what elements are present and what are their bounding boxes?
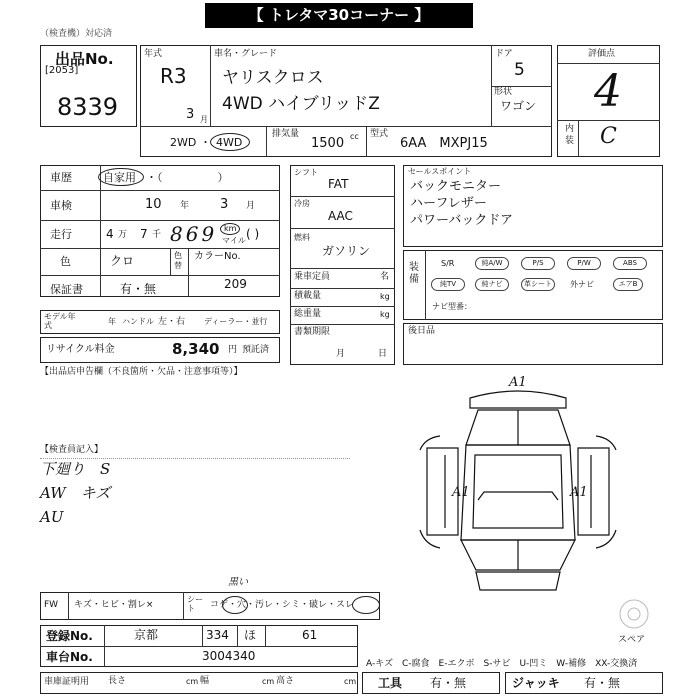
- sales-points-label: セールスポイント: [408, 167, 472, 176]
- drive-2wd: 2WD: [170, 136, 197, 149]
- equip-navi: 純ナビ: [475, 278, 509, 291]
- mileage-digits: 869: [170, 222, 218, 246]
- cert-label: 車庫証明用: [44, 677, 90, 687]
- inspection-label: 車検: [50, 199, 72, 212]
- color-value: クロ: [110, 254, 135, 268]
- inspector-line-1: 下廻り S: [40, 460, 111, 478]
- history-label: 車歴: [50, 171, 72, 184]
- mileage-man: 4: [106, 227, 114, 241]
- sales-point-1: バックモニター: [410, 179, 502, 194]
- shift-value: FAT: [328, 177, 349, 191]
- equip-leather: 革シート: [521, 278, 555, 291]
- lot-label: 出品No.: [55, 50, 114, 68]
- jack-value: 有・無: [584, 676, 621, 690]
- drive-sep: ・: [200, 136, 211, 149]
- registration-kana: ほ: [244, 628, 257, 642]
- color-change-label: 色替: [174, 251, 182, 270]
- damage-left: A1: [452, 485, 470, 500]
- doc-term-day: 日: [378, 349, 388, 359]
- registration-area: 京都: [134, 628, 159, 642]
- inspector-line-2: AW キズ: [40, 484, 111, 502]
- equip-tv: 純TV: [431, 278, 465, 291]
- fuel-value: ガソリン: [322, 244, 371, 258]
- warranty-label: 保証書: [50, 283, 83, 296]
- equip-abs: ABS: [613, 257, 647, 270]
- fw-label: FW: [44, 600, 59, 610]
- equip-aw: 純A/W: [475, 257, 509, 270]
- model-value: 6AA MXPJ15: [400, 136, 488, 151]
- handle-value: 左・右: [158, 317, 186, 327]
- inspector-line-3: AU: [40, 508, 64, 526]
- fw-items: キズ・ヒビ・割レ×: [74, 600, 154, 610]
- mileage-unit-km: km: [224, 224, 237, 233]
- tools-label: 工具: [378, 676, 403, 690]
- cert-length: 長さ: [108, 676, 127, 686]
- aircon-label: 冷房: [294, 199, 310, 208]
- color-code: 209: [224, 277, 247, 291]
- inspection-month: 3: [220, 197, 229, 212]
- model-label: 型式: [370, 129, 389, 139]
- chassis-label: 車台No.: [46, 650, 93, 664]
- gross-label: 総重量: [294, 309, 322, 319]
- tools-value: 有・無: [430, 676, 467, 690]
- score-value: 4: [594, 66, 622, 117]
- shift-label: シフト: [294, 168, 318, 177]
- score-label: 評価点: [588, 49, 616, 59]
- equip-ext-navi: 外ナビ: [570, 280, 594, 289]
- car-grade: 4WD ハイブリッドZ: [222, 94, 380, 114]
- seat-items: コゲ・穴・汚レ・シミ・破レ・スレ: [210, 600, 355, 610]
- body-type-label: 形状: [494, 87, 513, 97]
- sales-point-3: パワーバックドア: [410, 213, 513, 228]
- displacement-unit: cc: [350, 132, 359, 141]
- capacity-label: 乗車定員: [294, 272, 331, 282]
- sales-point-2: ハーフレザー: [410, 196, 487, 211]
- damage-top: A1: [509, 375, 527, 390]
- year-month-unit: 月: [200, 115, 208, 124]
- equipment-label: 装備: [409, 262, 419, 285]
- warranty-value: 有・無: [120, 282, 157, 296]
- model-year-unit: 年: [108, 317, 116, 326]
- seat-circle-1: [222, 596, 248, 614]
- damage-legend: A-キズ C-腐食 E-エクボ S-サビ U-凹ミ W-補修 XX-交換済: [366, 659, 638, 669]
- year-month: 3: [186, 107, 195, 122]
- cert-height-unit: cm: [344, 677, 357, 686]
- drive-4wd: 4WD: [216, 136, 243, 149]
- mileage-sen: 7: [140, 227, 148, 241]
- mileage-unit-mile: マイル: [222, 236, 246, 245]
- lot-number: 8339: [57, 93, 119, 121]
- displacement-label: 排気量: [272, 129, 300, 139]
- recycle-label: リサイクル料金: [46, 344, 115, 355]
- load-unit: kg: [380, 292, 390, 301]
- jack-label: ジャッキ: [512, 676, 560, 690]
- registration-label: 登録No.: [46, 629, 93, 643]
- chassis-value: 3004340: [202, 649, 256, 663]
- registration-number: 61: [302, 628, 318, 642]
- doors-value: 5: [514, 60, 525, 80]
- body-type-value: ワゴン: [500, 99, 537, 113]
- car-label: 車名・グレード: [214, 49, 278, 59]
- displacement-value: 1500: [311, 136, 345, 151]
- equip-sr: S/R: [441, 259, 455, 268]
- doc-term-month: 月: [336, 349, 346, 359]
- mileage-man-unit: 万: [118, 230, 128, 240]
- inspection-year: 10: [145, 197, 162, 212]
- seller-note: 【出品店申告欄（不良箇所・欠品・注意事項等）】: [40, 367, 243, 377]
- color-code-label: カラーNo.: [194, 251, 241, 262]
- damage-right: A1: [570, 485, 588, 500]
- dealer-label: ディーラー・並行: [204, 317, 268, 326]
- seat-label: シート: [187, 595, 203, 613]
- seat-circle-2: [352, 596, 380, 614]
- fw-handwritten: 黒い: [228, 577, 248, 588]
- cert-width-unit: cm: [262, 677, 275, 686]
- lot-code: [2053]: [45, 65, 79, 76]
- car-name: ヤリスクロス: [222, 68, 324, 88]
- arrival-label: 後日品: [408, 326, 436, 336]
- recycle-value: 8,340: [172, 340, 220, 358]
- equip-ps: P/S: [521, 257, 555, 270]
- mileage-label: 走行: [50, 228, 72, 241]
- recycle-unit: 円: [228, 345, 238, 355]
- inspector-label: 【検査員記入】: [40, 445, 104, 455]
- history-rest: ・（ ）: [146, 171, 229, 184]
- recycle-note: 預託済: [242, 345, 270, 355]
- inspection-year-unit: 年: [180, 201, 190, 211]
- cert-width: 幅: [200, 676, 210, 686]
- capacity-unit: 名: [380, 272, 390, 282]
- cert-length-unit: cm: [186, 677, 199, 686]
- mileage-paren: ( ): [246, 227, 260, 241]
- equip-pw: P/W: [567, 257, 601, 270]
- history-selected: 自家用: [103, 171, 136, 184]
- gross-unit: kg: [380, 310, 390, 319]
- spare-label: スペア: [618, 635, 646, 645]
- navi-model-label: ナビ型番：: [432, 302, 472, 311]
- banner-title: 【 トレタマ30コーナー 】: [205, 3, 473, 28]
- handle-label: ハンドル: [122, 317, 154, 326]
- header-note: （検査機）対応済: [40, 29, 113, 39]
- doors-label: ドア: [495, 49, 513, 59]
- interior-label: 内装: [565, 124, 575, 146]
- year-label: 年式: [144, 49, 163, 59]
- doc-term-label: 書類期限: [294, 327, 331, 337]
- fuel-label: 燃料: [294, 233, 310, 242]
- equip-airbag: エアB: [613, 278, 643, 291]
- interior-value: C: [600, 124, 617, 149]
- load-label: 積載量: [294, 291, 322, 301]
- model-year-label: モデル年式: [44, 312, 76, 330]
- inspection-month-unit: 月: [246, 201, 256, 211]
- year-era: R3: [160, 64, 187, 88]
- registration-class: 334: [206, 628, 229, 642]
- color-label: 色: [60, 255, 71, 268]
- cert-height: 高さ: [276, 676, 295, 686]
- mileage-sen-unit: 千: [152, 230, 162, 240]
- aircon-value: AAC: [328, 209, 353, 223]
